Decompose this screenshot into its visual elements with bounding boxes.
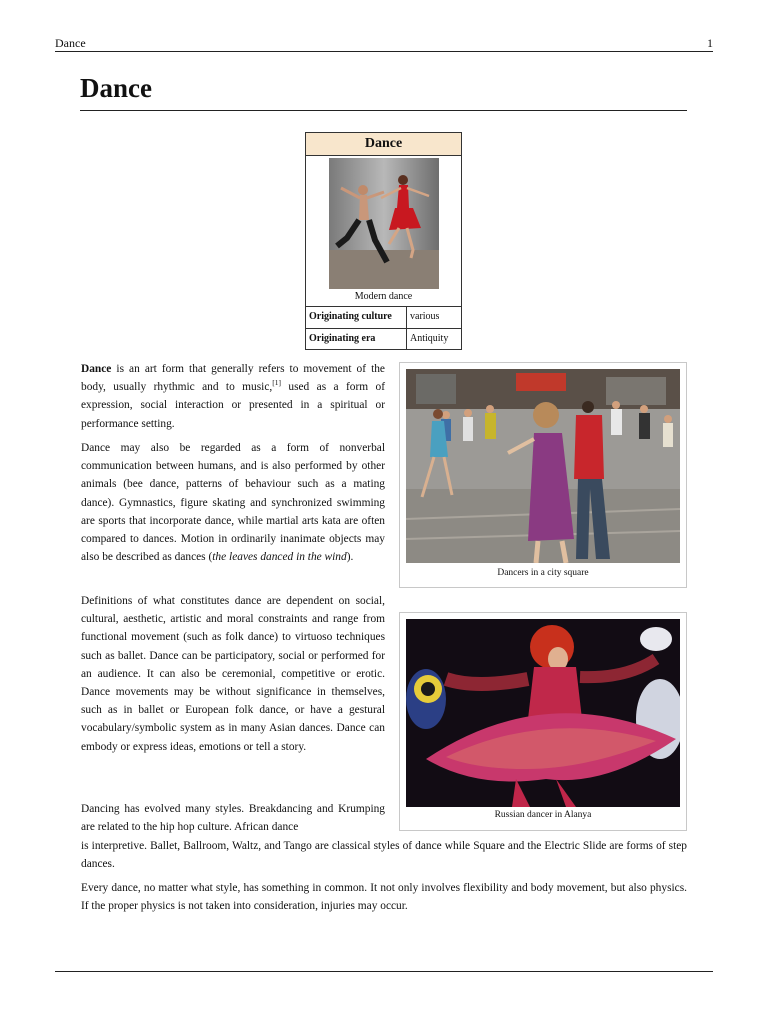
- figure-caption: Dancers in a city square: [497, 568, 589, 578]
- figure-russian-dancer: [399, 612, 687, 831]
- reference-link[interactable]: [1]: [272, 378, 281, 388]
- paragraph-styles-continued: is interpretive. Ballet, Ballroom, Waltz, and Tango are classical styles of dance while Square and the Electric Slide are forms of step dances.: [81, 840, 687, 871]
- paragraph-intro: [81, 360, 385, 433]
- infobox-row: [306, 306, 461, 328]
- figure-caption: Russian dancer in Alanya: [494, 810, 592, 820]
- infobox-row-value: Antiquity: [410, 333, 449, 344]
- page-title: Dance: [80, 70, 687, 111]
- infobox-title: Dance: [306, 133, 461, 156]
- paragraph-definitions: Definitions of what constitutes dance are dependent on social, cultural, aesthetic, artistic and moral constraints and range from functional movement (such as folk dance) to virtuoso techniques such as ballet. Dance can be participatory, social or performed for an audience. It can also be ceremonial, competitive or erotic. Dance movements may be without significance in themselves, such as in ballet or European folk dance, or have a gestural vocabulary/symbolic system as in many Asian dances. Dance can embody or express ideas, emotions or tell a story.: [81, 595, 385, 753]
- infobox-row-key: Originating culture: [306, 307, 407, 328]
- running-header-title: Dance: [55, 36, 86, 50]
- page-number: 1: [707, 36, 713, 50]
- lead-term: Dance: [81, 363, 112, 375]
- paragraph-text: Dance may also be regarded as a form of nonverbal communication between humans, and is also performed by other animals (bee dance, patterns of behaviour such as a mating dance). Gymnastics, figure skating and synchronized swimming are sports that incorporate dance, while martial arts kata are often compared to dances. Motion in ordinarily inanimate objects may also be described as dances (: [81, 442, 385, 564]
- paragraph-physics: Every dance, no matter what style, has something in common. It not only involves flexibility and body movement, but also physics. If the proper physics is not taken into consideration, injuries may occur.: [81, 882, 687, 913]
- infobox: [305, 132, 462, 350]
- paragraph-text: is an art form that generally refers to movement of the body, usually rhythmic and to music,: [81, 363, 385, 394]
- infobox-row-value: various: [410, 311, 440, 322]
- italic-example: the leaves danced in the wind: [212, 551, 347, 564]
- paragraph-styles: Dancing has evolved many styles. Breakdancing and Krumping are related to the hip hop culture. African dance: [81, 803, 385, 834]
- footer-rule: [55, 971, 713, 972]
- city-square-photo: [406, 369, 680, 563]
- infobox-row: [306, 328, 461, 350]
- figure-city-square: [399, 362, 687, 588]
- infobox-row-key: Originating era: [306, 329, 407, 350]
- russian-dancer-photo: [406, 619, 680, 807]
- paragraph-text: used as a form of expression, social interaction or presented in a spiritual or performance setting.: [81, 381, 385, 430]
- paragraph-nonverbal: [81, 439, 385, 566]
- running-header: [55, 35, 713, 52]
- paragraph-text: ).: [346, 551, 354, 564]
- infobox-caption: Modern dance: [354, 291, 413, 302]
- modern-dance-photo: [329, 158, 439, 289]
